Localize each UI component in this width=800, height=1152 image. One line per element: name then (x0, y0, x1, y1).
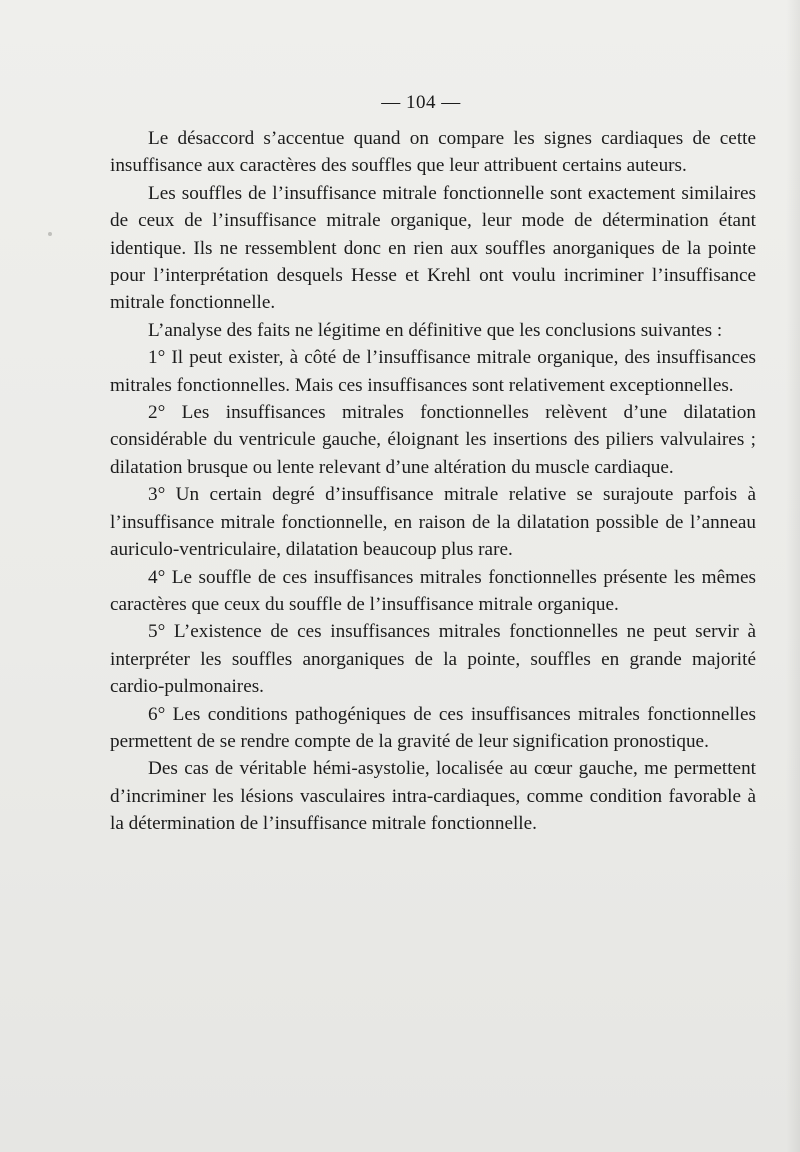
paper-speck (48, 232, 52, 236)
paragraph-souffles: Les souffles de l’insuffisance mitrale fonctionnelle sont exactement similaires de ceux de l’insuffisance mitrale organique, leur mode de détermination étant identique. Ils ne ressemblent donc en rien aux souffles anorganiques de la pointe pour l’interprétation desquels Hesse et Krehl ont voulu incriminer l’insuffisance mitrale fonctionnelle. (110, 182, 756, 314)
paragraph-intro: Le désaccord s’accentue quand on compare les signes cardiaques de cette insuffisance aux caractères des souffles que leur attribuent certains auteurs. (110, 128, 756, 177)
conclusion-6: 6° Les conditions pathogéniques de ces insuffisances mitrales fonctionnelles permettent de se rendre compte de la gravité de leur signification pronostique. (110, 703, 756, 752)
paragraph-final: Des cas de véritable hémi-asystolie, localisée au cœur gauche, me permettent d’incriminer les lésions vasculaires intra-cardiaques, comme condition favorable à la détermination de l’insuffisance mitrale fonctionnelle. (110, 758, 756, 835)
conclusion-2: 2° Les insuffisances mitrales fonctionnelles relèvent d’une dilatation considérable du ventricule gauche, éloignant les insertions des piliers valvulaires ; dilatation brusque ou lente relevant d’une altération du muscle cardiaque. (110, 402, 756, 478)
conclusion-3: 3° Un certain degré d’insuffisance mitrale relative se surajoute parfois à l’insuffisance mitrale fonctionnelle, en raison de la dilatation possible de l’anneau auriculo-ventriculaire, dilatation beaucoup plus rare. (110, 484, 756, 561)
page-number: — 104 — (381, 92, 461, 113)
paragraph-analyse: L’analyse des faits ne légitime en définitive que les conclusions suivantes : (148, 319, 723, 341)
page-edge-shadow (786, 0, 800, 1152)
conclusion-1: 1° Il peut exister, à côté de l’insuffisance mitrale organique, des insuffisances mitrales fonctionnelles. Mais ces insuffisances sont relativement exceptionnelles. (110, 347, 756, 396)
body-text (110, 125, 756, 838)
conclusion-4: 4° Le souffle de ces insuffisances mitrales fonctionnelles présente les mêmes caractères que ceux du souffle de l’insuffisance mitrale organique. (110, 566, 756, 615)
conclusion-5: 5° L’existence de ces insuffisances mitrales fonctionnelles ne peut servir à interpréter les souffles anorganiques de la pointe, souffles en grande majorité cardio-pulmonaires. (110, 621, 756, 698)
